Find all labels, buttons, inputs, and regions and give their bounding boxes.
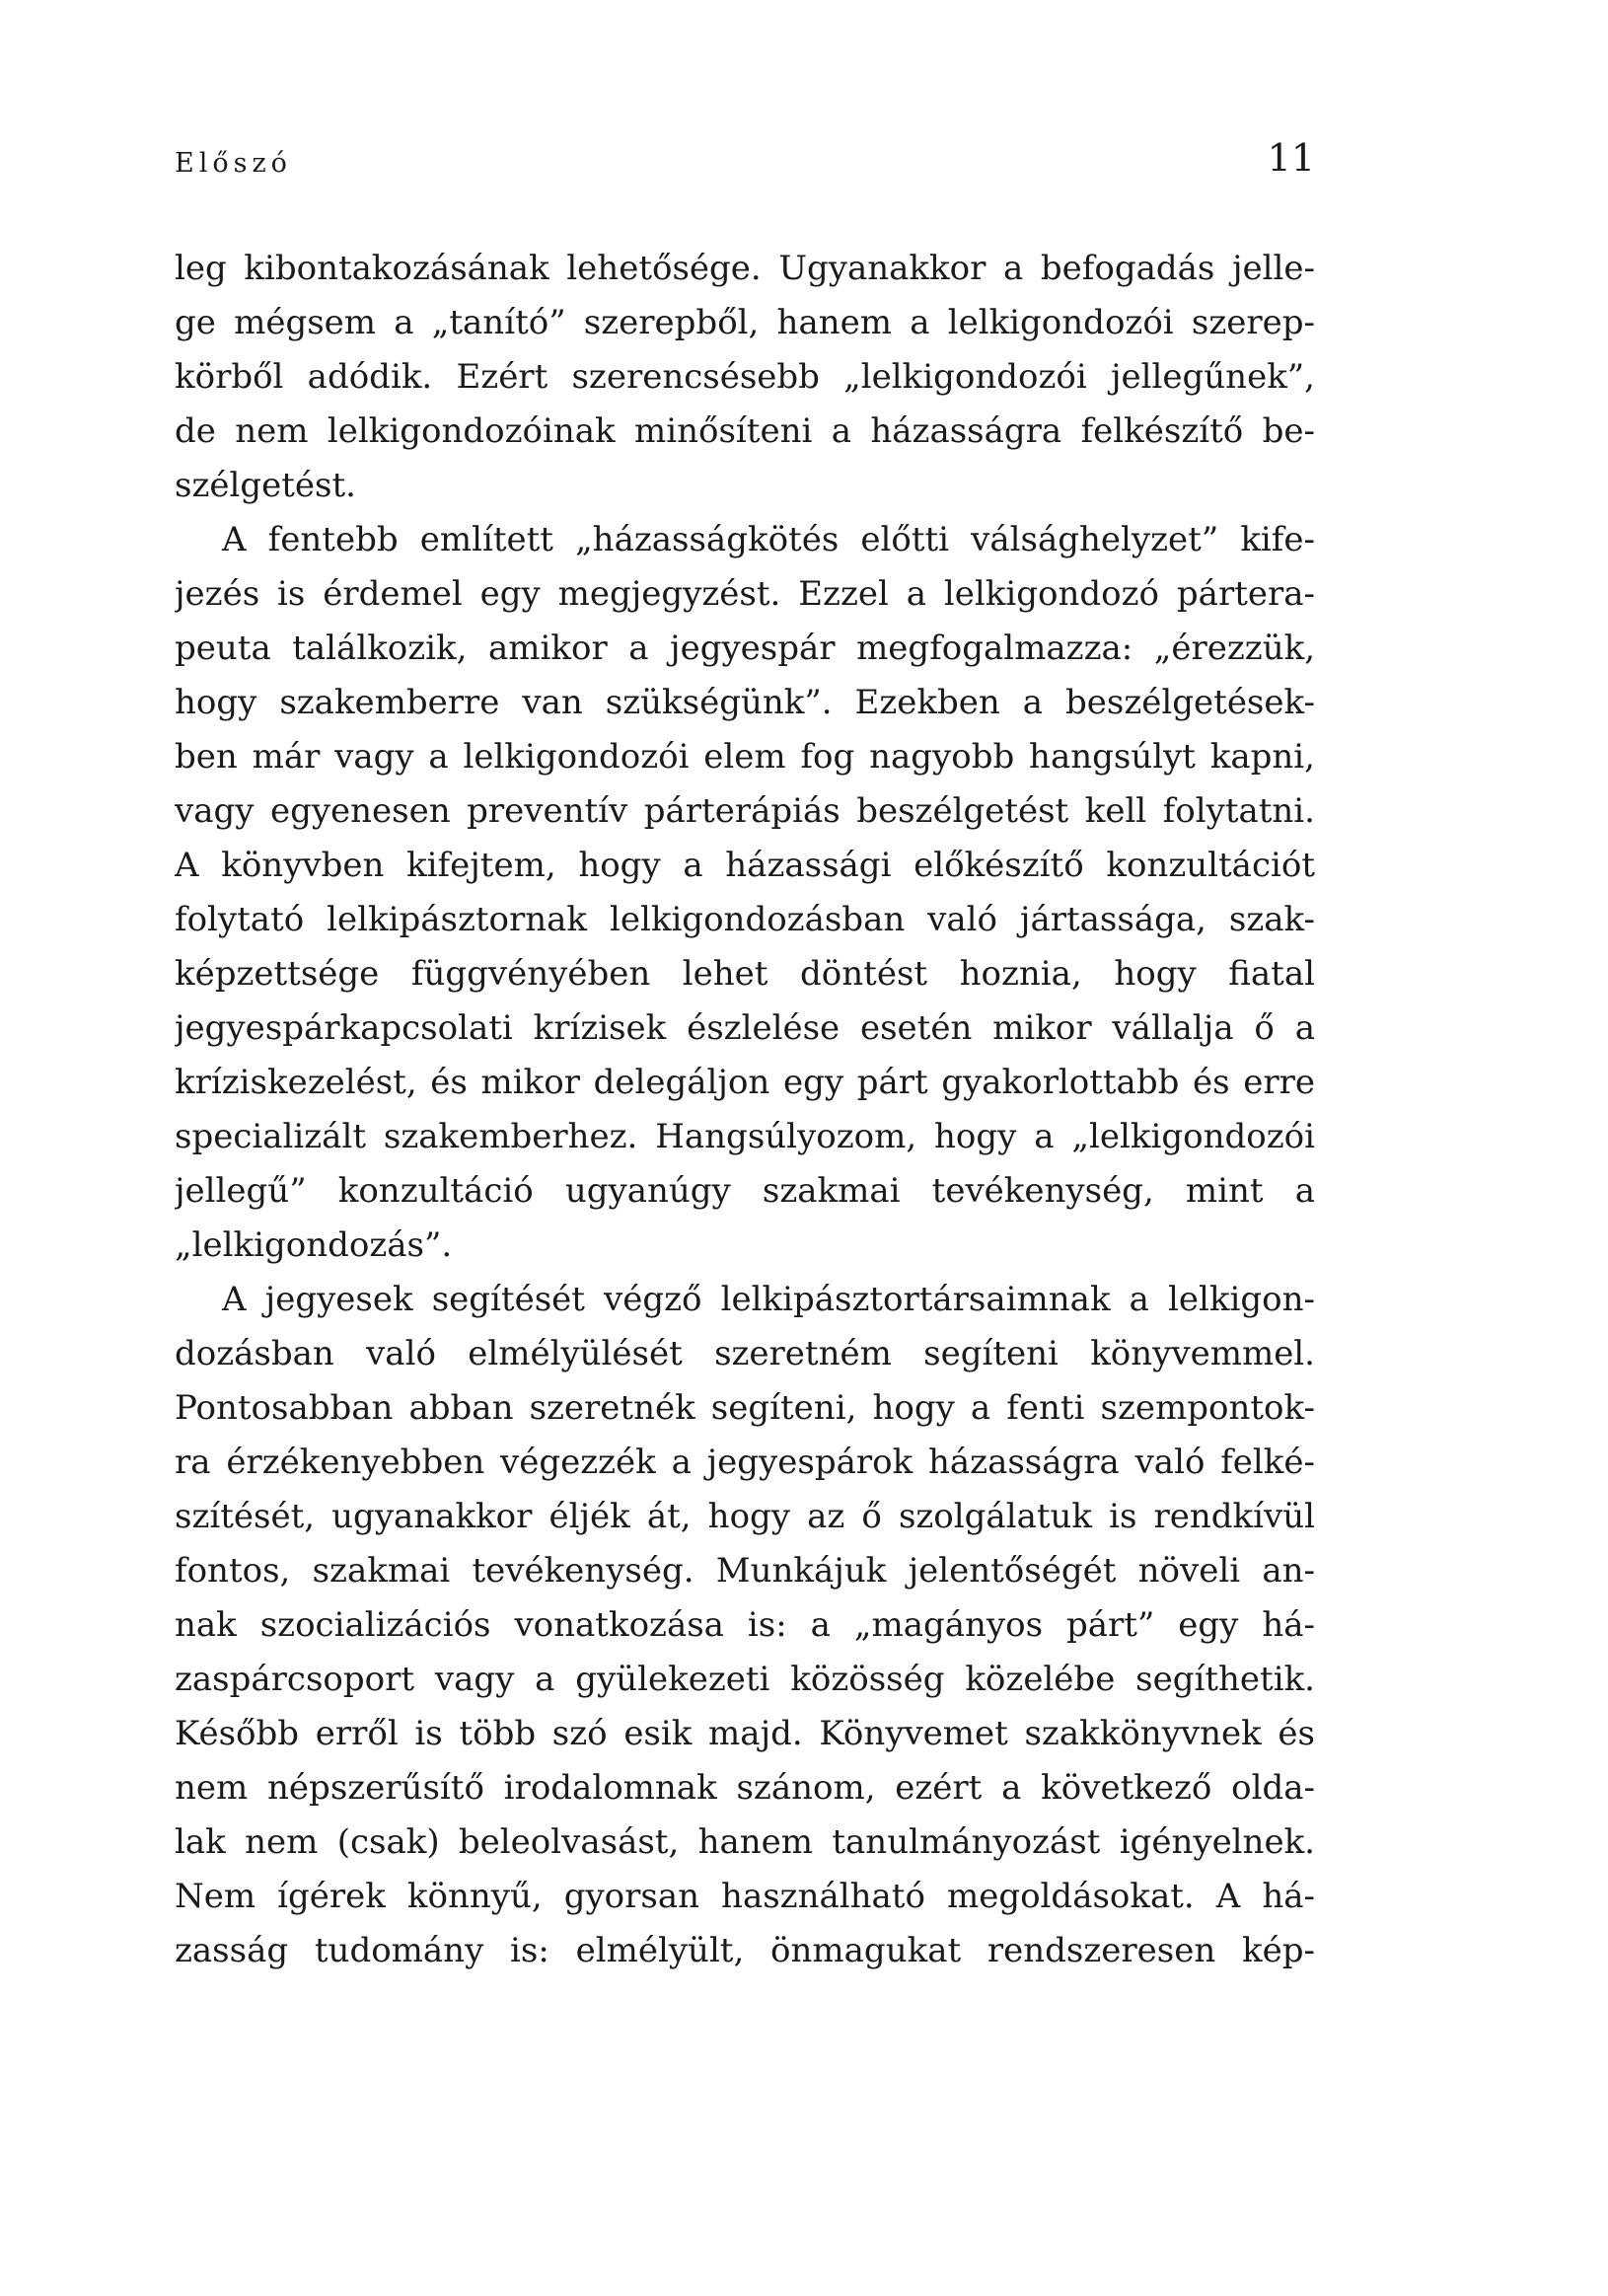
text-line: dozásban való elmélyülését szeretném segíteni könyvemmel.	[175, 1334, 1315, 1373]
paragraph-3	[175, 1273, 1315, 1978]
text-line: nem népszerűsítő irodalomnak szánom, ezért a következő olda-	[175, 1768, 1315, 1808]
text-line: Később erről is több szó esik majd. Könyvemet szakkönyvnek és	[175, 1714, 1315, 1753]
running-head: Előszó	[175, 148, 292, 179]
text-line: jezés is érdemel egy megjegyzést. Ezzel a lelkigondozó pártera-	[175, 574, 1315, 614]
text-line: ra érzékenyebben végezzék a jegyespárok házasságra való felké-	[175, 1443, 1315, 1482]
text-line: A könyvben kifejtem, hogy a házassági előkészítő konzultációt	[175, 846, 1315, 885]
text-line: Nem ígérek könnyű, gyorsan használható megoldásokat. A há-	[175, 1877, 1315, 1916]
text-line: de nem lelkigondozóinak minősíteni a házasságra felkészítő be-	[175, 411, 1315, 451]
text-line: körből adódik. Ezért szerencsésebb „lelkigondozói jellegűnek”,	[175, 357, 1315, 397]
text-line: leg kibontakozásának lehetősége. Ugyanakkor a befogadás jelle-	[175, 249, 1315, 288]
text-line: szélgetést.	[175, 466, 356, 505]
text-line: képzettsége függvényében lehet döntést hoznia, hogy fiatal	[175, 954, 1315, 994]
text-line: zasság tudomány is: elmélyült, önmagukat rendszeresen kép-	[175, 1931, 1315, 1970]
text-line: specializált szakemberhez. Hangsúlyozom, hogy a „lelkigondozói	[175, 1117, 1315, 1156]
text-line: Pontosabban abban szeretnék segíteni, hogy a fenti szempontok-	[175, 1388, 1315, 1428]
text-line: ge mégsem a „tanító” szerepből, hanem a lelkigondozói szerep-	[175, 303, 1315, 342]
text-line: kríziskezelést, és mikor delegáljon egy párt gyakorlottabb és erre	[175, 1063, 1315, 1102]
text-line: szítését, ugyanakkor éljék át, hogy az ő szolgálatuk is rendkívül	[175, 1497, 1315, 1536]
text-line: A jegyesek segítését végző lelkipásztortársaimnak a lelkigon-	[222, 1280, 1315, 1319]
text-line: zaspárcsoport vagy a gyülekezeti közösség közelébe segíthetik.	[175, 1660, 1315, 1699]
text-line: fontos, szakmai tevékenység. Munkájuk jelentőségét növeli an-	[175, 1551, 1315, 1591]
text-line: hogy szakemberre van szükségünk”. Ezekben a beszélgetések-	[175, 683, 1315, 722]
text-line: lak nem (csak) beleolvasást, hanem tanulmányozást igényelnek.	[175, 1822, 1315, 1862]
text-line: jellegű” konzultáció ugyanúgy szakmai tevékenység, mint a	[175, 1171, 1315, 1211]
text-line: peuta találkozik, amikor a jegyespár megfogalmazza: „érezzük,	[175, 629, 1315, 668]
text-line: jegyespárkapcsolati krízisek észlelése esetén mikor vállalja ő a	[175, 1008, 1315, 1048]
body-text	[175, 242, 1315, 1978]
page-number: 11	[1267, 136, 1315, 180]
text-line: nak szocializációs vonatkozása is: a „magányos párt” egy há-	[175, 1605, 1315, 1645]
text-line: folytató lelkipásztornak lelkigondozásban való jártassága, szak-	[175, 900, 1315, 939]
text-line: vagy egyenesen preventív párterápiás beszélgetést kell folytatni.	[175, 791, 1315, 831]
paragraph-1	[175, 242, 1315, 513]
paragraph-2	[175, 513, 1315, 1273]
text-line: A fentebb említett „házasságkötés előtti válsághelyzet” kife-	[222, 520, 1315, 559]
text-line: ben már vagy a lelkigondozói elem fog nagyobb hangsúlyt kapni,	[175, 737, 1315, 777]
text-line: „lelkigondozás”.	[175, 1225, 453, 1265]
